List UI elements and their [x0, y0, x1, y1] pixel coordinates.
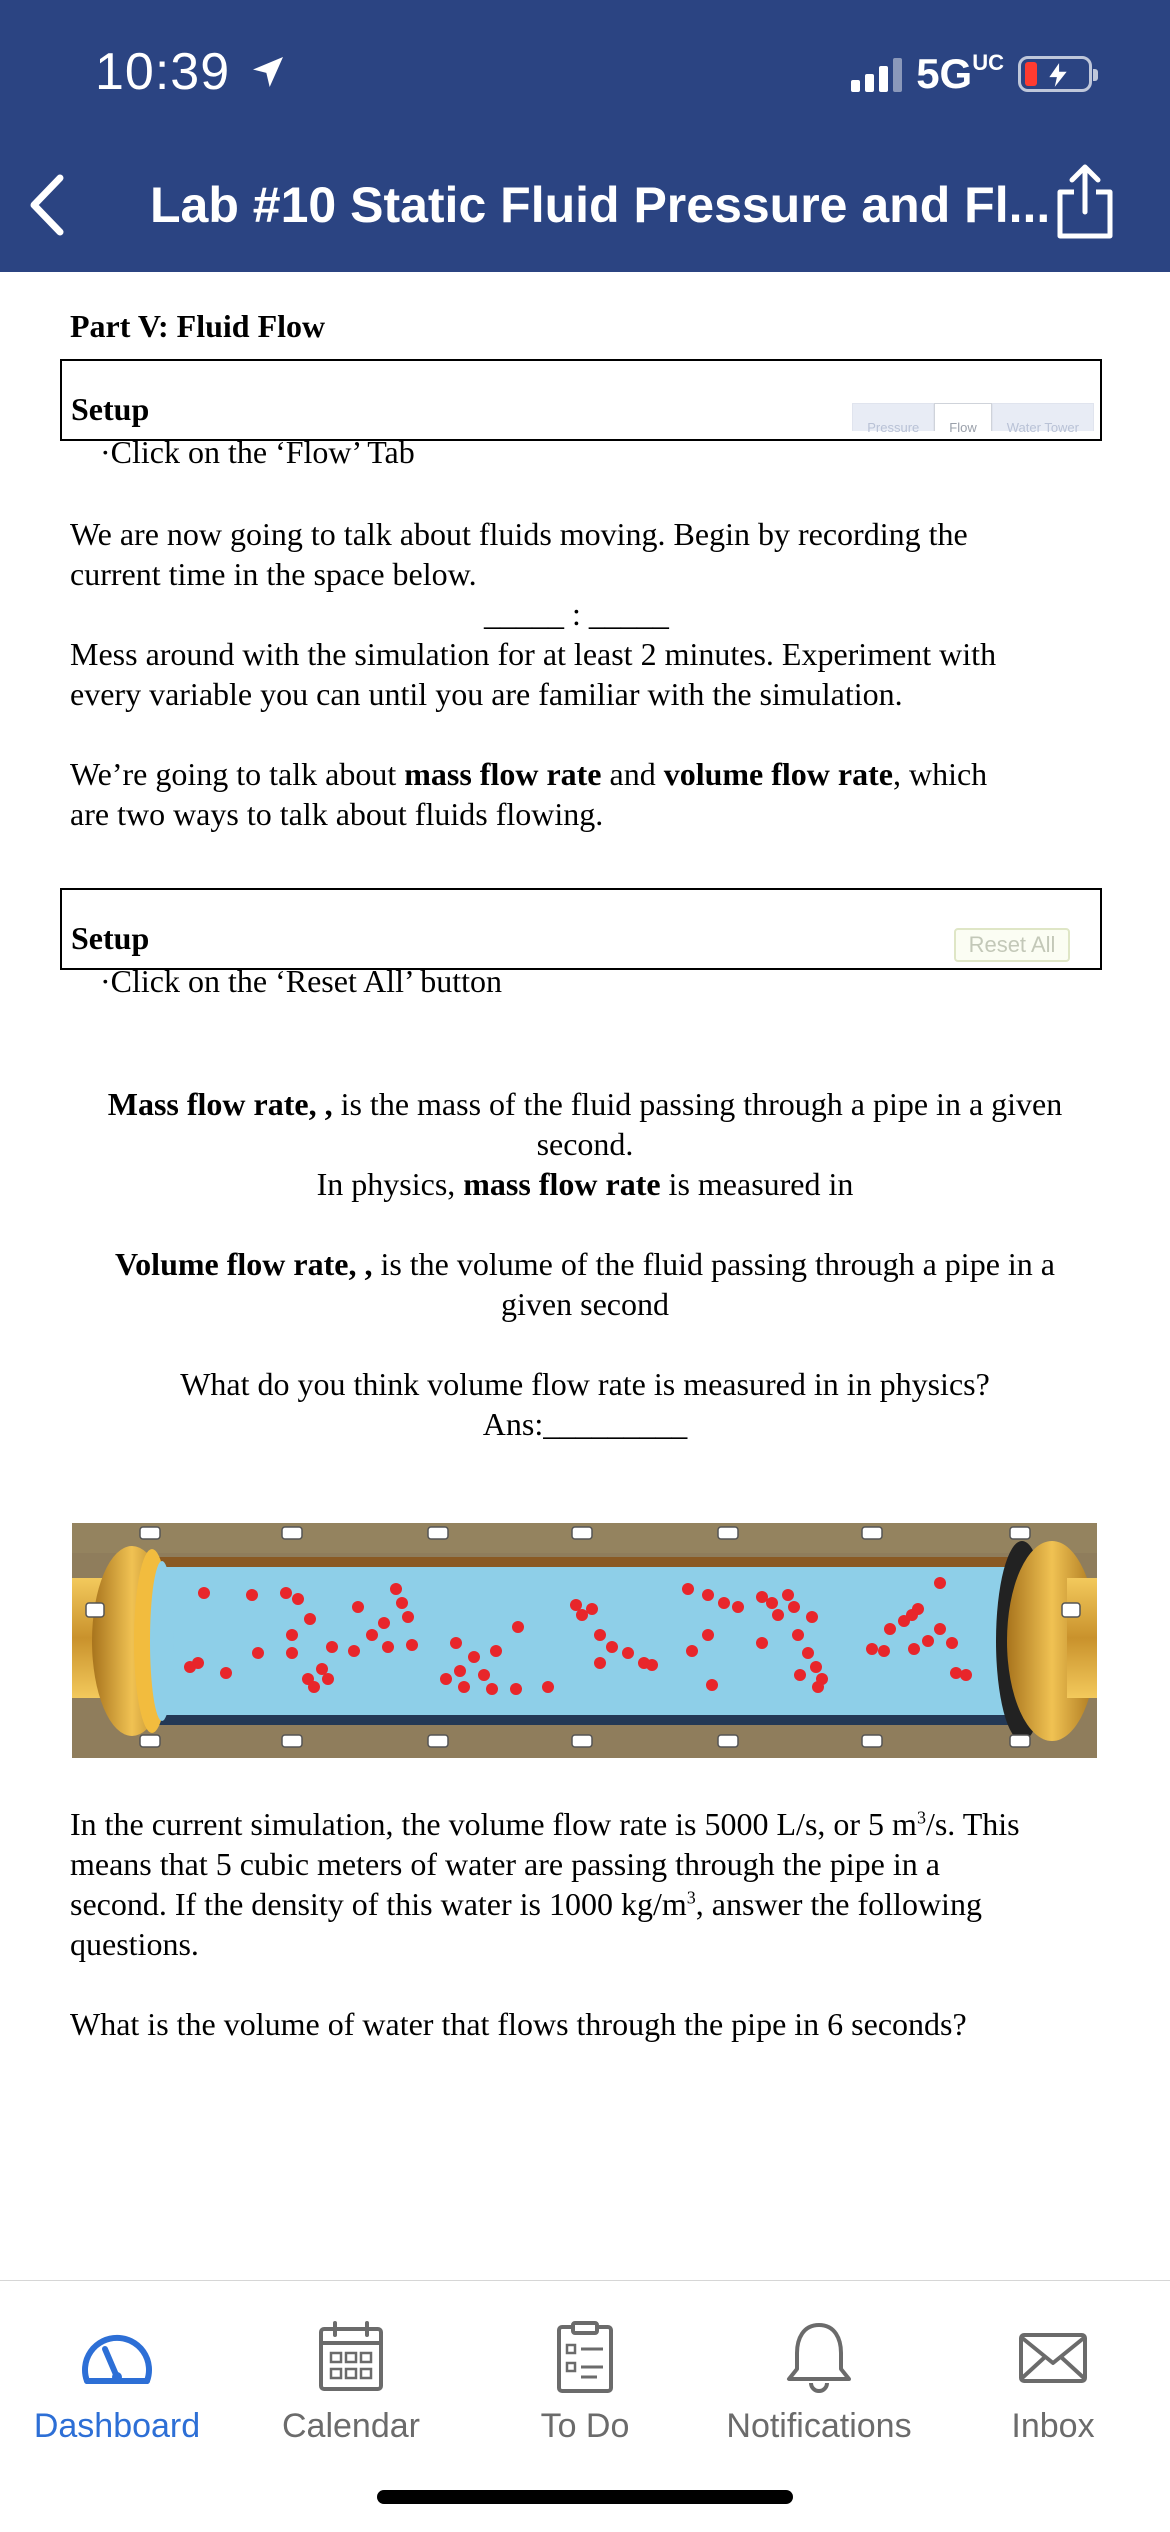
mini-tab-flow: Flow — [934, 403, 991, 431]
todo-icon — [545, 2319, 625, 2395]
status-indicators — [851, 50, 1092, 98]
paragraph-line: In the current simulation, the volume flow rate is 5000 L/s, or 5 $m^3/s$. This — [70, 1806, 1020, 1842]
setup-title: Setup — [71, 391, 150, 427]
calendar-icon — [311, 2319, 391, 2395]
pipe-simulation-image — [72, 1523, 1097, 1758]
answer-blank: Ans:_________ — [482, 1406, 688, 1442]
mass-flow-units: In physics, mass flow rate is measured in — [316, 1166, 854, 1202]
bell-icon — [779, 2319, 859, 2395]
paragraph-line: are two ways to talk about fluids flowing. — [70, 796, 604, 832]
location-arrow-icon — [248, 52, 288, 92]
paragraph-line: We are now going to talk about fluids moving. Begin by recording the — [70, 516, 968, 552]
setup-box-reset — [60, 888, 1102, 970]
tab-label: Calendar — [282, 2407, 420, 2445]
network-label: $5G^{UC}$ — [916, 50, 1004, 97]
home-indicator[interactable] — [377, 2490, 793, 2504]
app-header — [0, 0, 1170, 272]
setup-instruction: ·Click on the ‘Reset All’ button — [100, 963, 503, 999]
setup-instruction: ·Click on the ‘Flow’ Tab — [100, 434, 415, 470]
question-units: What do you think volume flow rate is measured in in physics? — [180, 1366, 990, 1402]
document-view — [0, 272, 1170, 2280]
paragraph-line: second. If the density of this water is 1000 $kg/m^3$, answer the following — [70, 1886, 982, 1922]
setup-box-flow — [60, 359, 1102, 441]
battery-icon — [1018, 56, 1092, 92]
mini-tab-water-tower: Water Tower — [992, 403, 1094, 431]
tab-notifications[interactable] — [702, 2305, 936, 2455]
paragraph-line: current time in the space below. — [70, 556, 477, 592]
tab-label: To Do — [540, 2407, 630, 2445]
tab-inbox[interactable] — [936, 2305, 1170, 2455]
volume-flow-definition: Volume flow rate, , is the volume of the fluid passing through a pipe in a — [115, 1246, 1055, 1282]
question-volume: What is the volume of water that flows through the pipe in 6 seconds? — [70, 2006, 967, 2042]
back-chevron-icon[interactable] — [22, 170, 72, 240]
paragraph-line: questions. — [70, 1926, 199, 1962]
reset-all-image: Reset All — [954, 928, 1070, 962]
part-title: Part V: Fluid Flow — [70, 308, 326, 344]
status-time — [95, 42, 288, 102]
status-time-text: 10:39 — [95, 43, 231, 101]
paragraph-line: every variable you can until you are familiar with the simulation. — [70, 676, 903, 712]
dashboard-icon — [77, 2319, 157, 2395]
mini-tab-pressure: Pressure — [852, 403, 934, 431]
paragraph-line: means that 5 cubic meters of water are passing through the pipe in a — [70, 1846, 940, 1882]
time-blank: _____ : _____ — [484, 596, 669, 632]
paragraph-line: Mess around with the simulation for at least 2 minutes. Experiment with — [70, 636, 997, 672]
signal-icon — [851, 56, 902, 92]
sim-tabs-image — [852, 403, 1094, 435]
share-icon[interactable] — [1052, 162, 1118, 242]
mass-flow-definition: Mass flow rate, , is the mass of the fluid passing through a pipe in a given — [107, 1086, 1063, 1122]
tab-todo[interactable] — [468, 2305, 702, 2455]
mass-flow-definition: second. — [536, 1126, 634, 1162]
page-title: Lab #10 Static Fluid Pressure and Fl... — [150, 177, 1051, 233]
tab-dashboard[interactable] — [0, 2305, 234, 2455]
setup-title: Setup — [71, 920, 150, 956]
tab-calendar[interactable] — [234, 2305, 468, 2455]
tab-label: Dashboard — [33, 2407, 201, 2445]
inbox-icon — [1013, 2319, 1093, 2395]
paragraph-line: We’re going to talk about mass flow rate and volume flow rate, which — [70, 756, 988, 792]
tab-label: Notifications — [726, 2407, 912, 2445]
volume-flow-definition: given second — [501, 1286, 669, 1322]
tab-label: Inbox — [1011, 2407, 1095, 2445]
